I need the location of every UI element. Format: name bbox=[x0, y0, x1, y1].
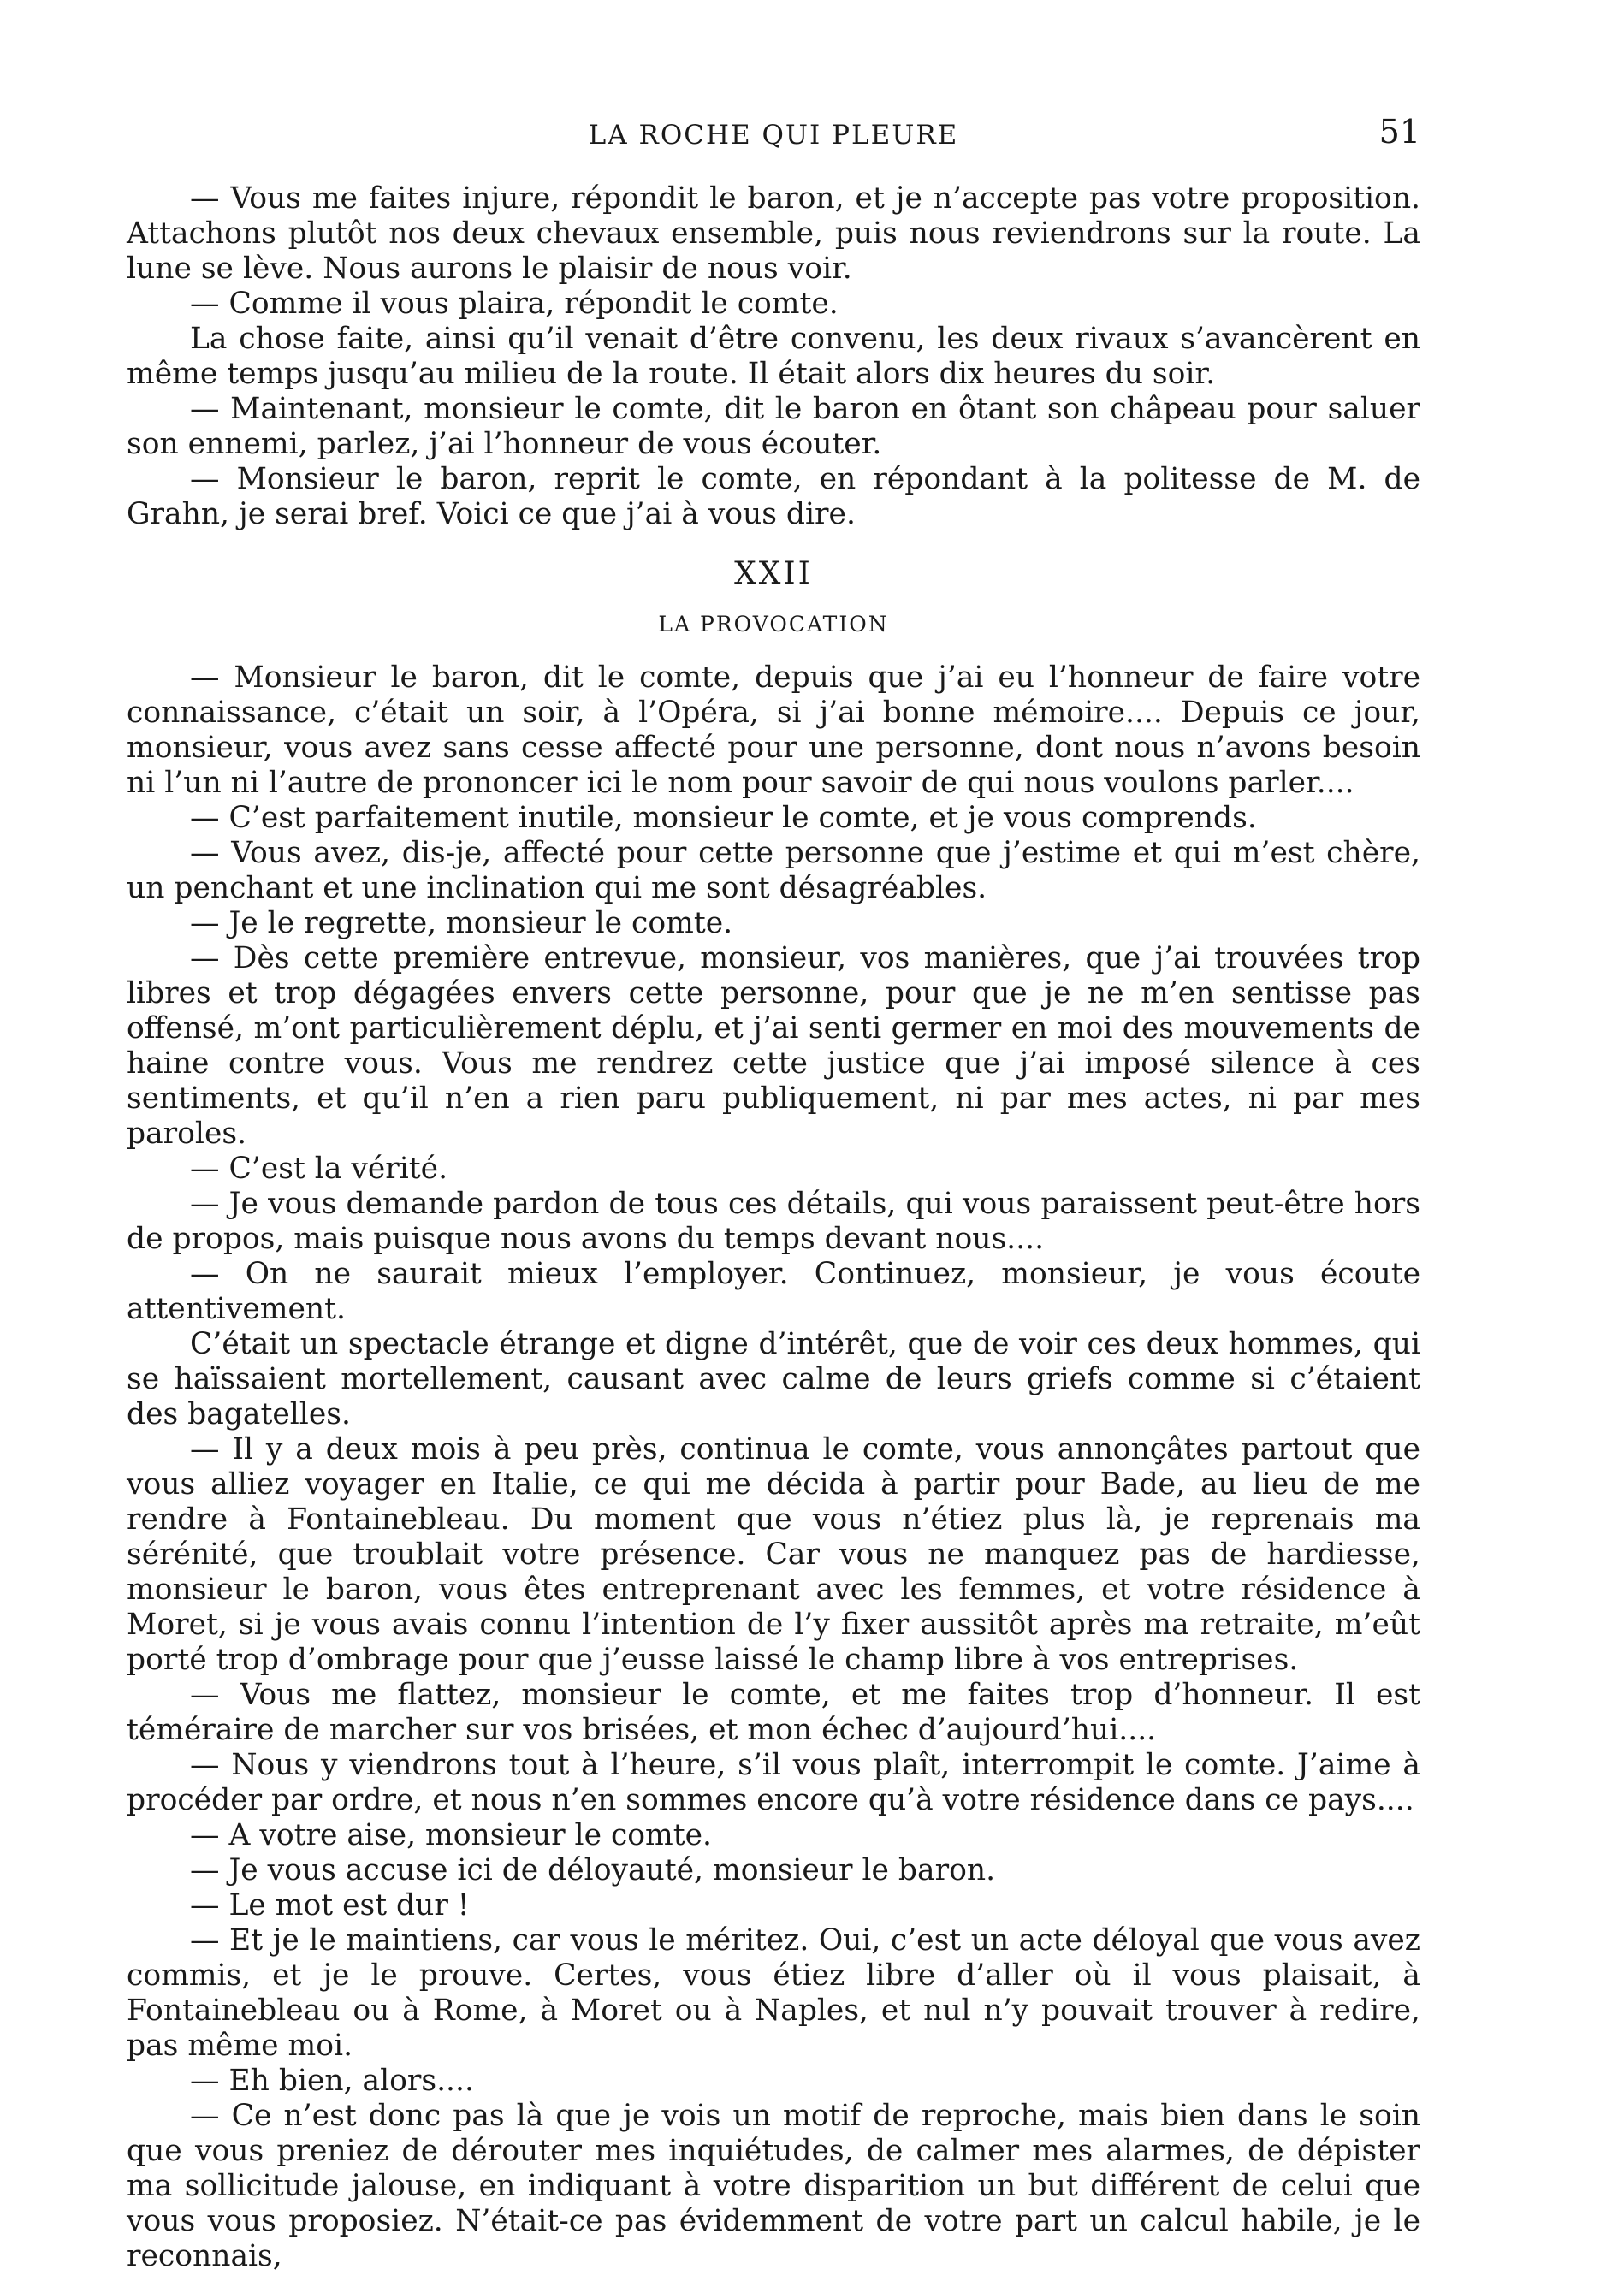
paragraph: — A votre aise, monsieur le comte. bbox=[190, 1818, 713, 1852]
paragraph: — Ce n’est donc pas là que je vois un motif de reproche, mais bien dans le soin que vous preniez de dérouter mes inquiétudes, de calmer mes alarmes, de dépister ma sollicitude jalouse, en indiquant à votre disparition un but différent de celui que vous vous proposiez. N’était-ce pas évidemment de votre part un calcul habile, je le reconnais, bbox=[127, 2099, 1420, 2273]
running-title: LA ROCHE QUI PLEURE bbox=[588, 120, 959, 151]
paragraph: — Dès cette première entrevue, monsieur, vos manières, que j’ai trouvées trop libres et trop dégagées envers cette personne, pour que je ne m’en sentisse pas offensé, m’ont particulièrement déplu, et j’ai senti germer en moi des mouvements de haine contre vous. Vous me rendrez cette justice que j’ai imposé silence à ces sentiments, et qu’il n’en a rien paru publiquement, ni par mes actes, ni par mes paroles. bbox=[127, 941, 1420, 1151]
page-number: 51 bbox=[1378, 113, 1420, 151]
paragraph: — Je vous demande pardon de tous ces détails, qui vous paraissent peut-être hors de propos, mais puisque nous avons du temps devant nous.... bbox=[127, 1187, 1420, 1256]
paragraph: — Vous avez, dis-je, affecté pour cette personne que j’estime et qui m’est chère, un penchant et une inclination qui me sont désagréables. bbox=[127, 836, 1420, 905]
paragraph: — Eh bien, alors.... bbox=[190, 2064, 474, 2098]
paragraph: — Je vous accuse ici de déloyauté, monsieur le baron. bbox=[190, 1853, 996, 1887]
paragraph: — Comme il vous plaira, répondit le comte. bbox=[190, 287, 839, 321]
paragraph: — Vous me flattez, monsieur le comte, et me faites trop d’honneur. Il est téméraire de marcher sur vos brisées, et mon échec d’aujourd’hui.... bbox=[127, 1678, 1420, 1747]
paragraph: — Maintenant, monsieur le comte, dit le baron en ôtant son châpeau pour saluer son ennemi, parlez, j’ai l’honneur de vous écouter. bbox=[127, 392, 1420, 461]
paragraph: — Et je le maintiens, car vous le méritez. Oui, c’est un acte déloyal que vous avez commis, et je le prouve. Certes, vous étiez libre d’aller où il vous plaisait, à Fontainebleau ou à Rome, à Moret ou à Naples, et nul n’y pouvait trouver à redire, pas même moi. bbox=[127, 1923, 1420, 2063]
paragraph: — C’est parfaitement inutile, monsieur le comte, et je vous comprends. bbox=[190, 801, 1257, 835]
chapter-number: XXII bbox=[734, 556, 813, 591]
paragraph: La chose faite, ainsi qu’il venait d’être convenu, les deux rivaux s’avancèrent en même temps jusqu’au milieu de la route. Il était alors dix heures du soir. bbox=[127, 322, 1420, 391]
paragraph: — Le mot est dur ! bbox=[190, 1888, 470, 1923]
paragraph: — Il y a deux mois à peu près, continua le comte, vous annonçâtes partout que vous alliez voyager en Italie, ce qui me décida à partir pour Bade, au lieu de me rendre à Fontainebleau. Du moment que vous n’étiez plus là, je reprenais ma sérénité, que troublait votre présence. Car vous ne manquez pas de hardiesse, monsieur le baron, vous êtes entreprenant avec les femmes, et votre résidence à Moret, si je vous avais connu l’intention de l’y fixer aussitôt après ma retraite, m’eût porté trop d’ombrage pour que j’eusse laissé le champ libre à vos entreprises. bbox=[127, 1432, 1420, 1677]
paragraph: — Je le regrette, monsieur le comte. bbox=[190, 906, 733, 940]
paragraph: — Vous me faites injure, répondit le baron, et je n’accepte pas votre proposition. Attachons plutôt nos deux chevaux ensemble, puis nous reviendrons sur la route. La lune se lève. Nous aurons le plaisir de nous voir. bbox=[127, 181, 1420, 286]
paragraph: — Nous y viendrons tout à l’heure, s’il vous plaît, interrompit le comte. J’aime à procéder par ordre, et nous n’en sommes encore qu’à votre résidence dans ce pays.... bbox=[127, 1748, 1420, 1817]
paragraph: — Monsieur le baron, dit le comte, depuis que j’ai eu l’honneur de faire votre connaissance, c’était un soir, à l’Opéra, si j’ai bonne mémoire.... Depuis ce jour, monsieur, vous avez sans cesse affecté pour une personne, dont nous n’avons besoin ni l’un ni l’autre de prononcer ici le nom pour savoir de qui nous voulons parler.... bbox=[127, 661, 1420, 800]
body-text bbox=[127, 181, 1420, 2274]
page-header bbox=[127, 113, 1420, 156]
paragraph: C’était un spectacle étrange et digne d’intérêt, que de voir ces deux hommes, qui se haïssaient mortellement, causant avec calme de leurs griefs comme si c’étaient des bagatelles. bbox=[127, 1327, 1420, 1431]
paragraph: — C’est la vérité. bbox=[190, 1152, 448, 1186]
paragraph: — On ne saurait mieux l’employer. Continuez, monsieur, je vous écoute attentivement. bbox=[127, 1257, 1420, 1326]
paragraph: — Monsieur le baron, reprit le comte, en répondant à la politesse de M. de Grahn, je serai bref. Voici ce que j’ai à vous dire. bbox=[127, 462, 1420, 531]
chapter-title: LA PROVOCATION bbox=[658, 612, 889, 637]
